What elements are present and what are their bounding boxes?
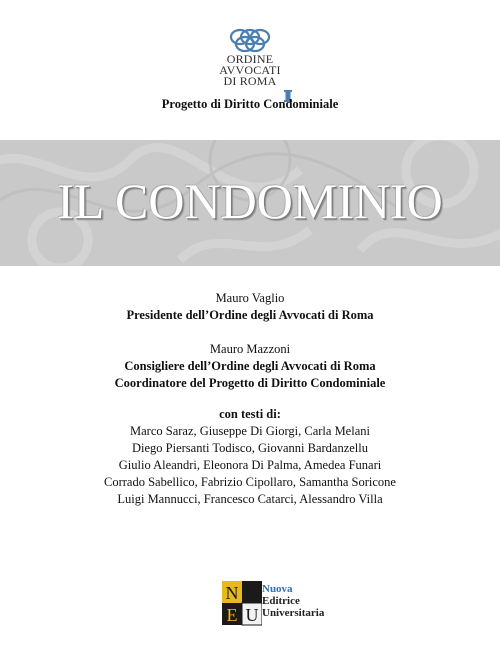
contributors-heading: con testi di: — [219, 407, 281, 421]
publisher-line: Editrice — [262, 595, 300, 607]
book-title: IL CONDOMINIO — [57, 173, 443, 229]
knot-emblem-icon — [228, 26, 272, 54]
contributors-line: Luigi Mannucci, Francesco Catarci, Alessandro Villa — [117, 492, 383, 506]
logo-letter-n: N — [225, 583, 239, 603]
logo-line: ORDINE — [226, 52, 274, 66]
president-name: Mauro Vaglio — [215, 291, 285, 305]
president-role: Presidente dell’Ordine degli Avvocati di Roma — [126, 308, 374, 322]
counselor-block — [0, 341, 500, 392]
publisher-logo — [222, 575, 362, 627]
counselor-role: Consigliere dell’Ordine degli Avvocati di Roma — [124, 359, 376, 373]
logo-letter-e: E — [226, 605, 238, 625]
president-block — [0, 290, 500, 324]
contributors-line: Giulio Aleandri, Eleonora Di Palma, Amedea Funari — [118, 458, 382, 472]
project-name: Progetto di Diritto Condominiale — [161, 97, 339, 111]
logo-letter-u: U — [245, 605, 259, 625]
coordinator-role: Coordinatore del Progetto di Diritto Condominiale — [114, 376, 386, 390]
contributors-block — [0, 406, 500, 508]
contributors-line: Corrado Sabellico, Fabrizio Cipollaro, Samantha Soricone — [104, 475, 396, 489]
contributors-line: Diego Piersanti Todisco, Giovanni Bardanzellu — [132, 441, 368, 455]
order-logo — [208, 26, 292, 87]
publisher-line: Universitaria — [262, 607, 325, 619]
contributors-line: Marco Saraz, Giuseppe Di Giorgi, Carla Melani — [130, 424, 370, 438]
publisher-name — [262, 583, 324, 619]
logo-line: AVVOCATI — [219, 63, 281, 77]
publisher-line: Nuova — [262, 583, 293, 595]
logo-line: DI ROMA — [223, 74, 277, 88]
counselor-name: Mauro Mazzoni — [209, 342, 291, 356]
neu-cubes-icon — [222, 575, 262, 627]
